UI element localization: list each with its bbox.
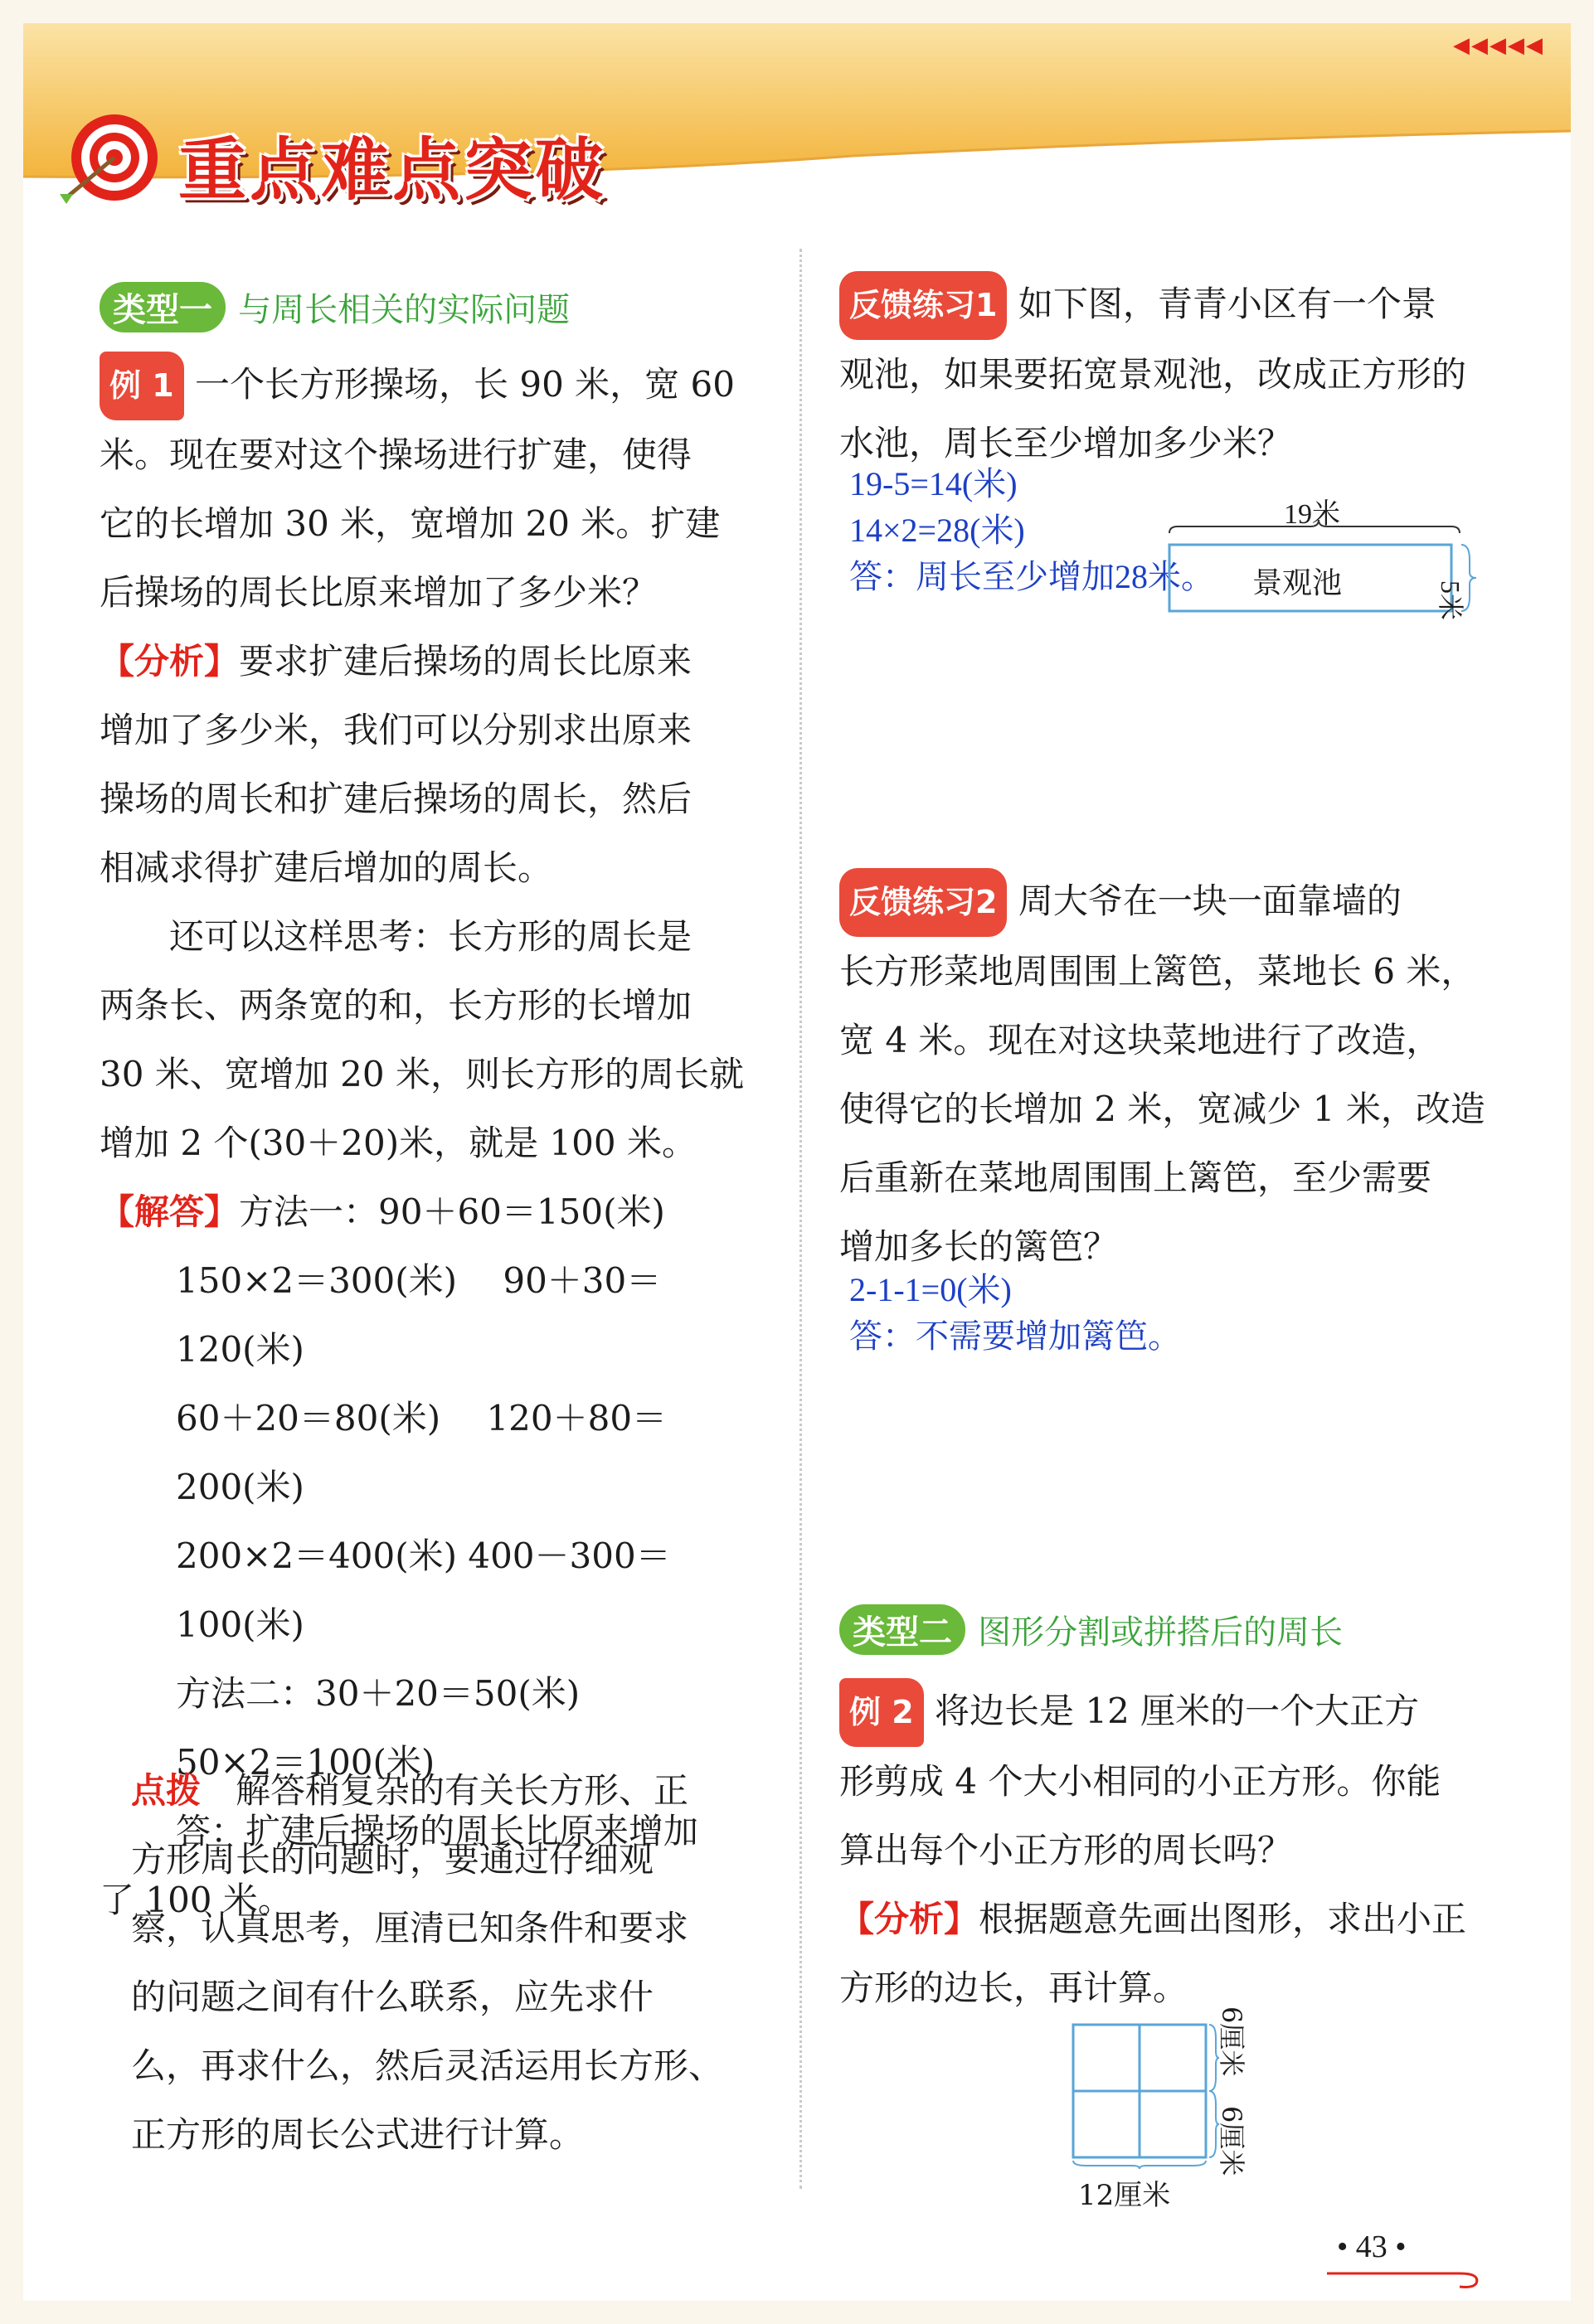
- feedback1-answer: [849, 461, 1214, 600]
- type2-heading: [839, 1604, 1343, 1655]
- answer-line: 200×2＝400(米) 400－300＝100(米): [176, 1536, 671, 1645]
- pond-side-label: 5米: [1436, 580, 1465, 621]
- tip-line: 的问题之间有什么联系，应先求什: [131, 1977, 654, 2017]
- column-divider: [799, 249, 802, 2189]
- analysis-line: 相减求得扩建后增加的周长。: [100, 847, 553, 888]
- answer-line: 50×2＝100(米): [176, 1742, 435, 1783]
- grid-side-bottom-label: 6厘米: [1216, 2106, 1247, 2176]
- target-icon: [56, 108, 173, 207]
- analysis-line: 两条长、两条宽的和，长方形的长增加: [100, 985, 693, 1026]
- answer-line: 60＋20＝80(米) 120＋80＝200(米): [176, 1398, 668, 1507]
- feedback2-line: 后重新在菜地周围围上篱笆，至少需要: [839, 1157, 1432, 1198]
- feedback2-line: 周大爷在一块一面靠墙的: [1018, 881, 1402, 921]
- type1-heading: [100, 282, 570, 332]
- handwritten-line: 答：不需要增加篱笆。: [849, 1317, 1181, 1355]
- example1: [100, 350, 763, 1934]
- tip-line: 方形周长的问题时，要通过仔细观: [131, 1839, 654, 1880]
- grid-bottom-label: 12厘米: [1078, 2179, 1171, 2212]
- handwritten-line: 答：周长至少增加28米。: [849, 558, 1214, 595]
- example2-tag: 例 2: [839, 1678, 924, 1747]
- example1-line: 它的长增加 30 米，宽增加 20 米。扩建: [100, 503, 721, 544]
- pond-inner-label: 景观池: [1252, 566, 1343, 600]
- header-arrows: ◀◀◀◀◀: [1453, 33, 1544, 58]
- tip-line: 么，再求什么，然后灵活运用长方形、: [131, 2045, 724, 2086]
- analysis2-line: 方形的边长，再计算。: [839, 1967, 1188, 2008]
- answer-line: 方法一：90＋60＝150(米): [239, 1191, 665, 1232]
- handwritten-line: 2-1-1=0(米): [849, 1271, 1012, 1308]
- example2: [839, 1676, 1519, 2022]
- example2-line: 将边长是 12 厘米的一个大正方: [935, 1691, 1420, 1731]
- feedback1-line: 观池，如果要拓宽景观池，改成正方形的: [839, 354, 1467, 395]
- tip-line: 正方形的周长公式进行计算。: [131, 2114, 585, 2155]
- example1-line: 后操场的周长比原来增加了多少米？: [100, 572, 658, 613]
- feedback1-line: 如下图，青青小区有一个景: [1018, 284, 1436, 324]
- example1-line: 米。现在要对这个操场进行扩建，使得: [100, 434, 693, 475]
- feedback2-line: 使得它的长增加 2 米，宽减少 1 米，改造: [839, 1089, 1485, 1129]
- grid-side-top-label: 6厘米: [1216, 2006, 1247, 2077]
- answer-line: 方法二：30＋20＝50(米): [176, 1673, 581, 1714]
- answer-line: 了 100 米。: [100, 1880, 293, 1920]
- analysis-line: 30 米、宽增加 20 米，则长方形的周长就: [100, 1054, 744, 1094]
- tip-label: 点拨: [131, 1770, 202, 1811]
- example2-line: 形剪成 4 个大小相同的小正方形。你能: [839, 1761, 1441, 1802]
- example1-line: 一个长方形操场，长 90 米，宽 60: [195, 364, 735, 405]
- tip-line: 察，认真思考，厘清已知条件和要求: [131, 1908, 689, 1948]
- feedback2-tag: 反馈练习2: [839, 868, 1007, 937]
- type2-title: 图形分割或拼搭后的周长: [978, 1613, 1344, 1652]
- analysis2-line: 根据题意先画出图形，求出小正: [979, 1899, 1467, 1939]
- analysis2-label: 【分析】: [839, 1899, 979, 1939]
- feedback1-line: 水池，周长至少增加多少米？: [839, 423, 1293, 463]
- square-grid-diagram: [1070, 2021, 1219, 2171]
- pond-top-label: 19米: [1284, 499, 1340, 530]
- example2-line: 算出每个小正方形的周长吗？: [839, 1830, 1293, 1870]
- tip-box: [131, 1756, 761, 2169]
- analysis-label: 【分析】: [100, 641, 240, 682]
- type1-pill: 类型一: [100, 282, 226, 332]
- analysis-line: 增加了多少米，我们可以分别求出原来: [100, 710, 693, 750]
- type1-title: 与周长相关的实际问题: [238, 291, 571, 329]
- analysis-line: 要求扩建后操场的周长比原来: [239, 641, 693, 682]
- feedback2-answer: [849, 1267, 1181, 1360]
- page-number: • 43 •: [1337, 2229, 1407, 2264]
- tip-line: 解答稍复杂的有关长方形、正: [236, 1770, 689, 1811]
- handwritten-line: 19-5=14(米): [849, 465, 1018, 502]
- page-title: 重点难点突破: [178, 131, 607, 210]
- analysis-line: 增加 2 个(30＋20)米，就是 100 米。: [100, 1123, 697, 1163]
- answer-label: 【解答】: [100, 1191, 240, 1232]
- feedback2: [839, 866, 1519, 1281]
- feedback1-tag: 反馈练习1: [839, 271, 1007, 340]
- analysis-line: 操场的周长和扩建后操场的周长，然后: [100, 779, 693, 819]
- answer-line: 答：扩建后操场的周长比原来增加: [176, 1811, 699, 1851]
- answer-line: 150×2＝300(米) 90＋30＝120(米): [176, 1260, 662, 1370]
- feedback1: [839, 269, 1519, 478]
- analysis-line: 还可以这样思考：长方形的周长是: [100, 916, 693, 957]
- feedback2-line: 宽 4 米。现在对这块菜地进行了改造，: [839, 1020, 1441, 1060]
- feedback2-line: 长方形菜地周围围上篱笆，菜地长 6 米，: [839, 951, 1476, 992]
- page-number-underline: [1327, 2265, 1485, 2290]
- example1-tag: 例 1: [100, 352, 184, 420]
- type2-pill: 类型二: [839, 1604, 965, 1655]
- feedback2-line: 增加多长的篱笆？: [839, 1226, 1119, 1267]
- handwritten-line: 14×2=28(米): [849, 512, 1025, 549]
